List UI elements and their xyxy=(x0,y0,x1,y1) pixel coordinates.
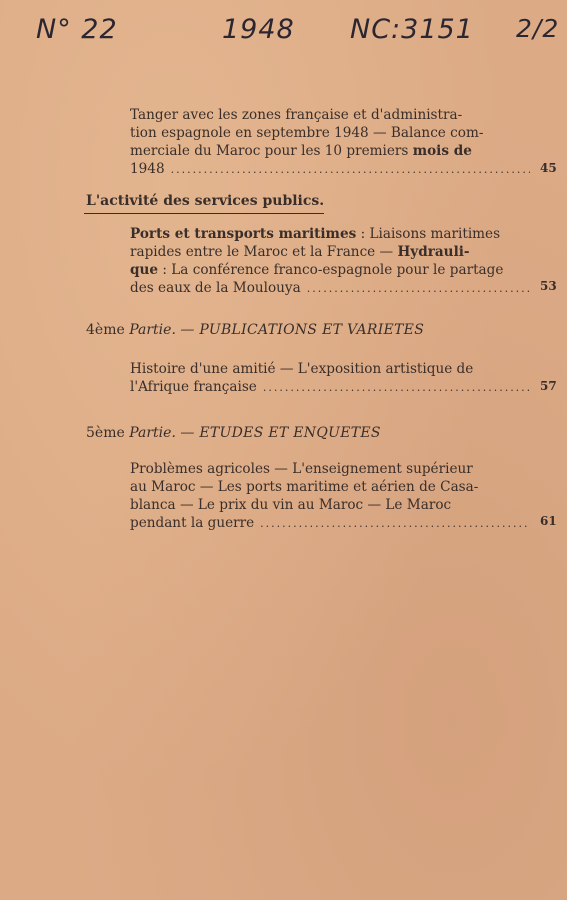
entry-line: Problèmes agricoles — L'enseignement supérieur xyxy=(130,461,473,477)
dot-leader xyxy=(263,379,530,397)
entry-text-bold: mois de xyxy=(412,143,472,159)
entry-text: pendant la guerre xyxy=(130,515,255,531)
page-number: 45 xyxy=(540,161,557,175)
entry-text: 1948 xyxy=(130,161,165,177)
entry-line xyxy=(130,243,530,261)
part-number: 4ème xyxy=(86,322,125,338)
part-number: 5ème xyxy=(86,425,125,441)
entry-text: rapides entre le Maroc et la France — xyxy=(130,244,398,260)
handwritten-page: 2/2 xyxy=(516,14,560,43)
entry-text-bold: Ports et transports maritimes xyxy=(130,226,357,242)
entry-text-bold: que xyxy=(130,262,159,278)
entry-line: Tanger avec les zones française et d'administra- xyxy=(130,107,463,123)
entry-line: tion espagnole en septembre 1948 — Balance com- xyxy=(130,125,484,141)
toc-entry-histoire xyxy=(130,360,530,397)
entry-line-leader xyxy=(130,378,530,397)
entry-line xyxy=(130,142,530,160)
entry-line: blanca — Le prix du vin au Maroc — Le Maroc xyxy=(130,497,452,513)
page-number: 57 xyxy=(540,379,557,393)
entry-line xyxy=(130,225,530,243)
page-number: 53 xyxy=(540,279,557,293)
dot-leader xyxy=(307,280,530,298)
toc-entry-tanger xyxy=(130,106,530,179)
page-number: 61 xyxy=(540,514,557,528)
handwritten-reference: NC:3151 xyxy=(350,14,474,45)
entry-line xyxy=(130,261,530,279)
part-title: — PUBLICATIONS ET VARIETES xyxy=(180,322,425,338)
part-heading-4 xyxy=(86,322,424,338)
part-label: Partie. xyxy=(129,322,176,338)
toc-entry-ports xyxy=(130,225,530,298)
section-underline xyxy=(84,213,324,214)
entry-line-leader xyxy=(130,514,530,533)
handwritten-year: 1948 xyxy=(222,14,295,45)
part-label: Partie. xyxy=(129,425,176,441)
entry-line-leader xyxy=(130,279,530,298)
entry-line: au Maroc — Les ports maritime et aérien de Casa- xyxy=(130,479,479,495)
entry-text: : La conférence franco-espagnole pour le partage xyxy=(158,262,504,278)
part-title: — ETUDES ET ENQUETES xyxy=(180,425,381,441)
entry-text-bold: Hydrauli- xyxy=(397,244,470,260)
entry-text: des eaux de la Moulouya xyxy=(130,280,301,296)
entry-line: Histoire d'une amitié — L'exposition artistique de xyxy=(130,361,474,377)
part-heading-5 xyxy=(86,425,381,441)
toc-entry-problemes xyxy=(130,460,530,533)
section-heading: L'activité des services publics. xyxy=(86,193,325,209)
entry-text: merciale du Maroc pour les 10 premiers xyxy=(130,143,413,159)
entry-text: l'Afrique française xyxy=(130,379,257,395)
dot-leader xyxy=(260,515,530,533)
entry-text: : Liaisons maritimes xyxy=(356,226,501,242)
handwritten-number: N° 22 xyxy=(36,14,118,45)
dot-leader xyxy=(171,161,530,179)
entry-line-leader xyxy=(130,160,530,179)
